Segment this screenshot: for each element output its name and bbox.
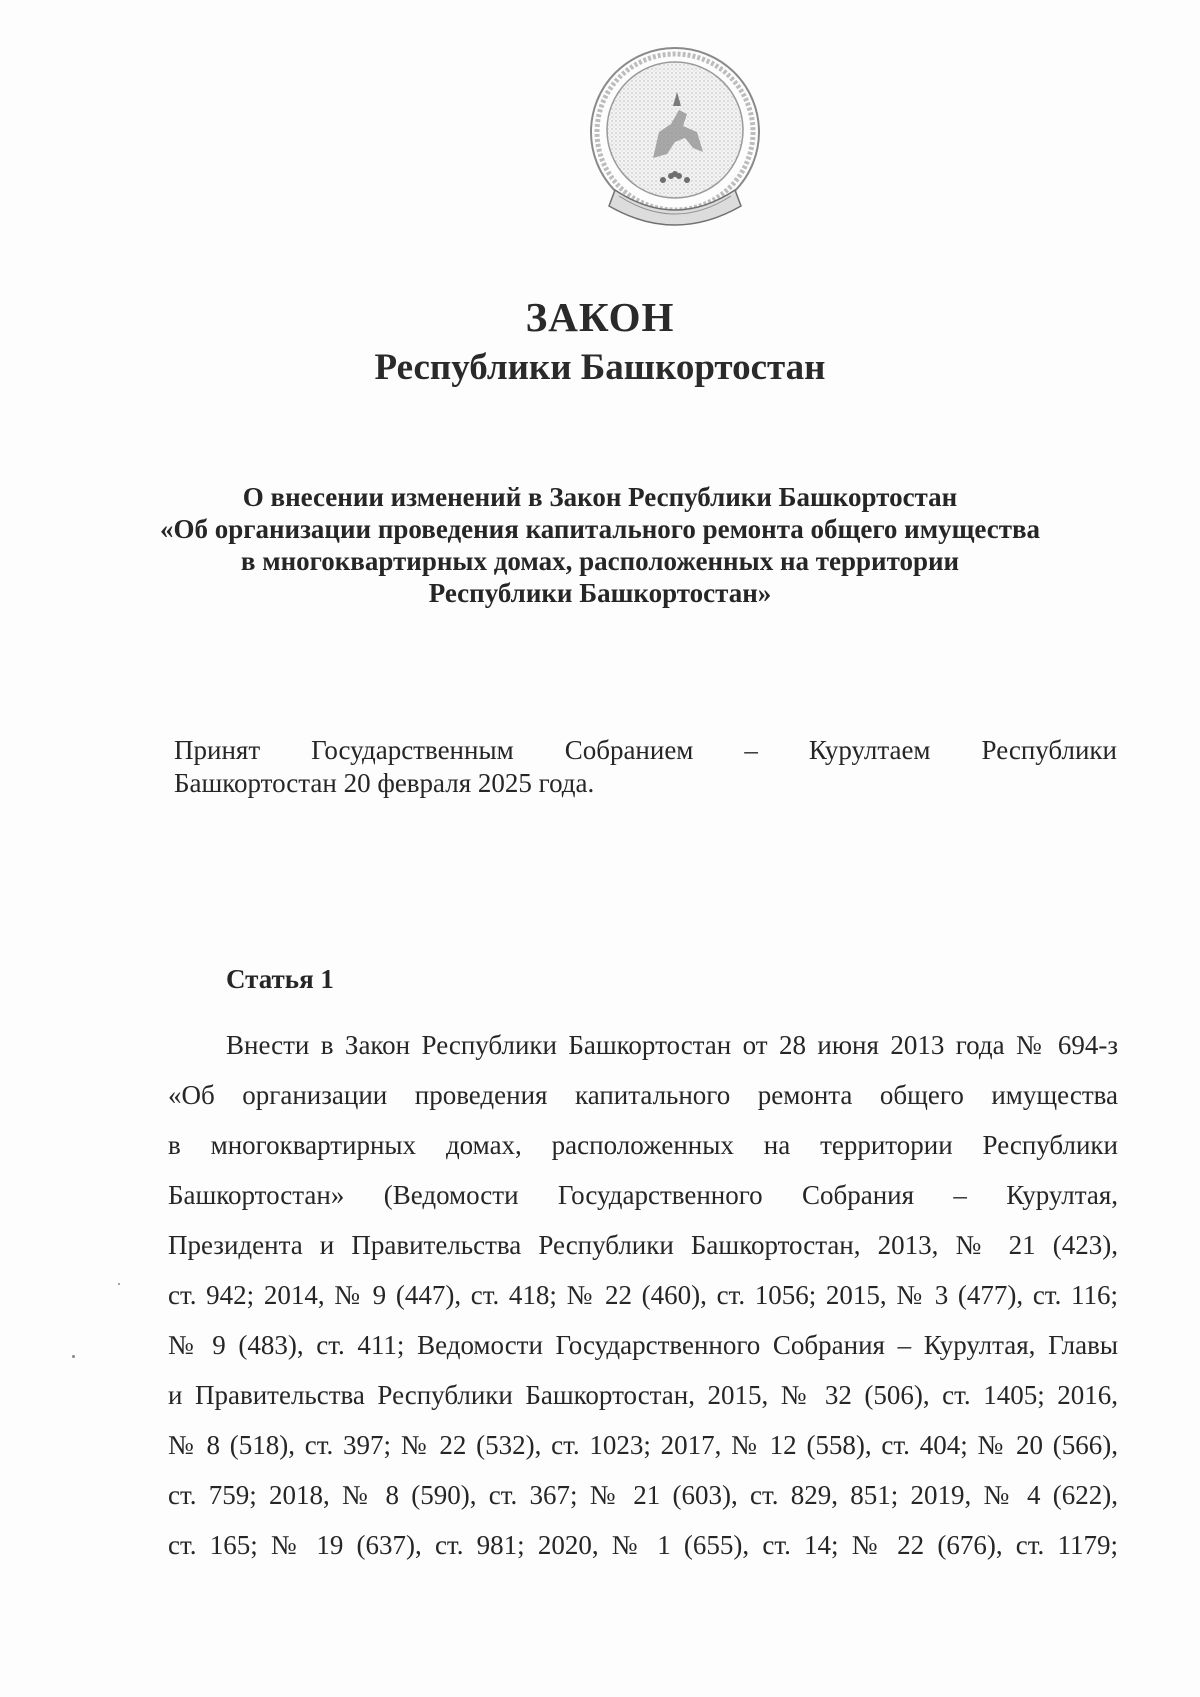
document-subtitle: Республики Башкортостан — [374, 347, 826, 388]
law-heading-line: О внесении изменений в Закон Республики Башкортостан — [242, 482, 958, 512]
article-line: в многоквартирных домах, расположенных на территории Республики — [168, 1130, 1118, 1160]
article-line: Внести в Закон Республики Башкортостан от 28 июня 2013 года № 694-з — [226, 1030, 1118, 1060]
adoption-statement: Принят Государственным Собранием – Курултаем Республики — [174, 735, 1117, 765]
law-heading-line: в многоквартирных домах, расположенных на территории — [240, 546, 960, 576]
article-body — [168, 1020, 1118, 1570]
article-line: ст. 165; № 19 (637), ст. 981; 2020, № 1 (655), ст. 14; № 22 (676), ст. 1179; — [168, 1530, 1118, 1560]
article-line: № 8 (518), ст. 397; № 22 (532), ст. 1023; 2017, № 12 (558), ст. 404; № 20 (566), — [168, 1430, 1118, 1460]
article-line: Башкортостан» (Ведомости Государственного Собрания – Курултая, — [168, 1180, 1118, 1210]
coat-of-arms-icon — [575, 40, 775, 240]
coat-of-arms-emblem — [575, 40, 775, 240]
document-title: ЗАКОН — [525, 294, 675, 340]
law-heading-line: Республики Башкортостан» — [428, 578, 772, 608]
article-line: «Об организации проведения капитального ремонта общего имущества — [168, 1080, 1118, 1110]
law-heading-line: «Об организации проведения капитального ремонта общего имущества — [159, 514, 1041, 544]
scan-speck — [72, 1355, 75, 1358]
law-heading — [150, 481, 1050, 609]
article-line: ст. 942; 2014, № 9 (447), ст. 418; № 22 (460), ст. 1056; 2015, № 3 (477), ст. 116; — [168, 1280, 1118, 1310]
article-title: Статья 1 — [226, 964, 334, 994]
article-line: и Правительства Республики Башкортостан, 2015, № 32 (506), ст. 1405; 2016, — [168, 1380, 1118, 1410]
article-line: Президента и Правительства Республики Башкортостан, 2013, № 21 (423), — [168, 1230, 1118, 1260]
article-line: № 9 (483), ст. 411; Ведомости Государственного Собрания – Курултая, Главы — [168, 1330, 1118, 1360]
article-line: ст. 759; 2018, № 8 (590), ст. 367; № 21 (603), ст. 829, 851; 2019, № 4 (622), — [168, 1480, 1118, 1510]
adoption-date: Башкортостан 20 февраля 2025 года. — [174, 768, 595, 798]
scan-speck — [118, 1283, 120, 1285]
